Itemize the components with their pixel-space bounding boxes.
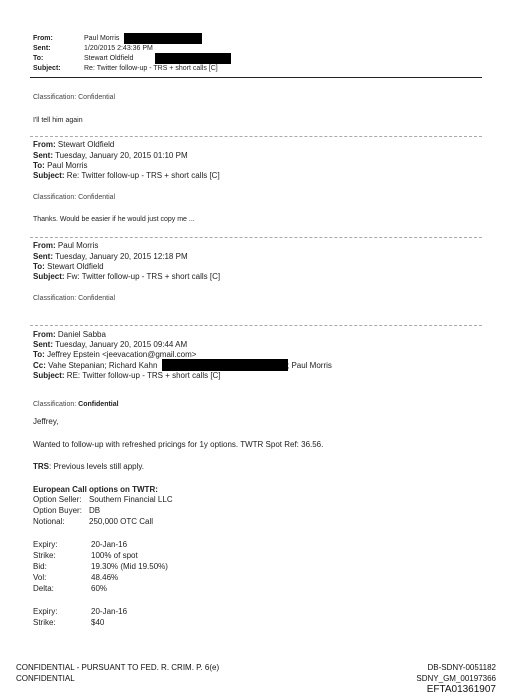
sent-value: 1/20/2015 2:43:36 PM (84, 45, 153, 52)
subject-label: Subject: (33, 65, 61, 72)
term-value: 20-Jan-16 (91, 540, 128, 549)
subject-value: Fw: Twitter follow-up - TRS + short calls [C] (66, 272, 221, 281)
footer-efta-id: EFTA01361907 (426, 684, 496, 695)
to-value: Paul Morris (47, 161, 88, 170)
redaction (124, 33, 202, 44)
sent-value: Tuesday, January 20, 2015 09:44 AM (55, 340, 188, 349)
sent-label: Sent: (33, 252, 53, 261)
subject-value: Re: Twitter follow-up - TRS + short calls [C] (84, 65, 218, 72)
footer-bates-2: SDNY_GM_00197366 (416, 674, 496, 683)
message-body: I'll tell him again (33, 117, 83, 124)
term-key: Delta: (33, 584, 54, 593)
sent-label: Sent: (33, 45, 51, 52)
subject-label: Subject: (33, 272, 65, 281)
option-key: Option Seller: (33, 495, 82, 504)
message-body: Thanks. Would be easier if he would just copy me ... (33, 216, 195, 223)
to-value: Jeffrey Epstein <jeevacation@gmail.com> (47, 350, 197, 359)
classification-line: Classification: Confidential (33, 194, 116, 201)
option-key: Notional: (33, 517, 65, 526)
to-label: To: (33, 161, 45, 170)
footer-bates-1: DB-SDNY-0051182 (427, 663, 496, 672)
greeting: Jeffrey, (33, 417, 59, 426)
term-key: Expiry: (33, 607, 58, 616)
subject-label: Subject: (33, 371, 65, 380)
classification-prefix: Classification: (33, 401, 77, 408)
term-value: $40 (91, 618, 105, 627)
term-value: 60% (91, 584, 108, 593)
to-label: To: (33, 262, 45, 271)
sent-label: Sent: (33, 151, 53, 160)
trs-text: : Previous levels still apply. (49, 462, 144, 471)
cc-label: Cc: (33, 361, 46, 370)
sent-label: Sent: (33, 340, 53, 349)
message-divider (30, 136, 482, 137)
term-key: Strike: (33, 551, 56, 560)
sent-value: Tuesday, January 20, 2015 01:10 PM (55, 151, 188, 160)
term-key: Vol: (33, 573, 47, 582)
message-divider (30, 325, 482, 326)
cc-tail: ; Paul Morris (287, 361, 332, 370)
from-label: From: (33, 35, 53, 42)
from-label: From: (33, 330, 56, 339)
footer-confidential: CONFIDENTIAL (16, 674, 75, 683)
option-key: Option Buyer: (33, 506, 82, 515)
classification-line: Classification: Confidential (33, 94, 116, 101)
subject-value: Re: Twitter follow-up - TRS + short calls [C] (66, 171, 220, 180)
classification-value: Confidential (78, 401, 119, 408)
option-value: 250,000 OTC Call (89, 517, 154, 526)
from-value: Daniel Sabba (57, 330, 106, 339)
term-key: Strike: (33, 618, 56, 627)
to-label: To: (33, 55, 44, 62)
options-title: European Call options on TWTR: (33, 485, 158, 494)
to-value: Stewart Oldfield (47, 262, 104, 271)
trs-label: TRS (33, 462, 49, 471)
from-label: From: (33, 140, 56, 149)
option-value: DB (89, 506, 101, 515)
term-value: 19.30% (Mid 19.50%) (91, 562, 168, 571)
subject-value: RE: Twitter follow-up - TRS + short calls [C] (66, 371, 221, 380)
intro-text: Wanted to follow-up with refreshed pricings for 1y options. TWTR Spot Ref: 36.56. (33, 440, 324, 449)
cc-value: Vahe Stepanian; Richard Kahn (48, 361, 158, 370)
classification-line: Classification: Confidential (33, 295, 116, 302)
message-divider (30, 237, 482, 238)
from-value: Stewart Oldfield (57, 140, 115, 149)
term-key: Bid: (33, 562, 47, 571)
redaction (162, 359, 288, 371)
subject-label: Subject: (33, 171, 65, 180)
classification-line (33, 400, 119, 409)
trs-line (33, 462, 144, 472)
from-value: Paul Morris (57, 241, 99, 250)
header-divider (30, 77, 482, 78)
from-value: Paul Morris (84, 35, 120, 42)
term-value: 48.46% (91, 573, 119, 582)
term-value: 20-Jan-16 (91, 607, 128, 616)
term-value: 100% of spot (91, 551, 138, 560)
redaction (155, 53, 231, 64)
to-value: Stewart Oldfield (84, 55, 134, 62)
from-label: From: (33, 241, 56, 250)
footer-confidential-notice: CONFIDENTIAL - PURSUANT TO FED. R. CRIM. P. 6(e) (16, 663, 220, 672)
to-label: To: (33, 350, 45, 359)
sent-value: Tuesday, January 20, 2015 12:18 PM (55, 252, 188, 261)
option-value: Southern Financial LLC (89, 495, 173, 504)
term-key: Expiry: (33, 540, 58, 549)
